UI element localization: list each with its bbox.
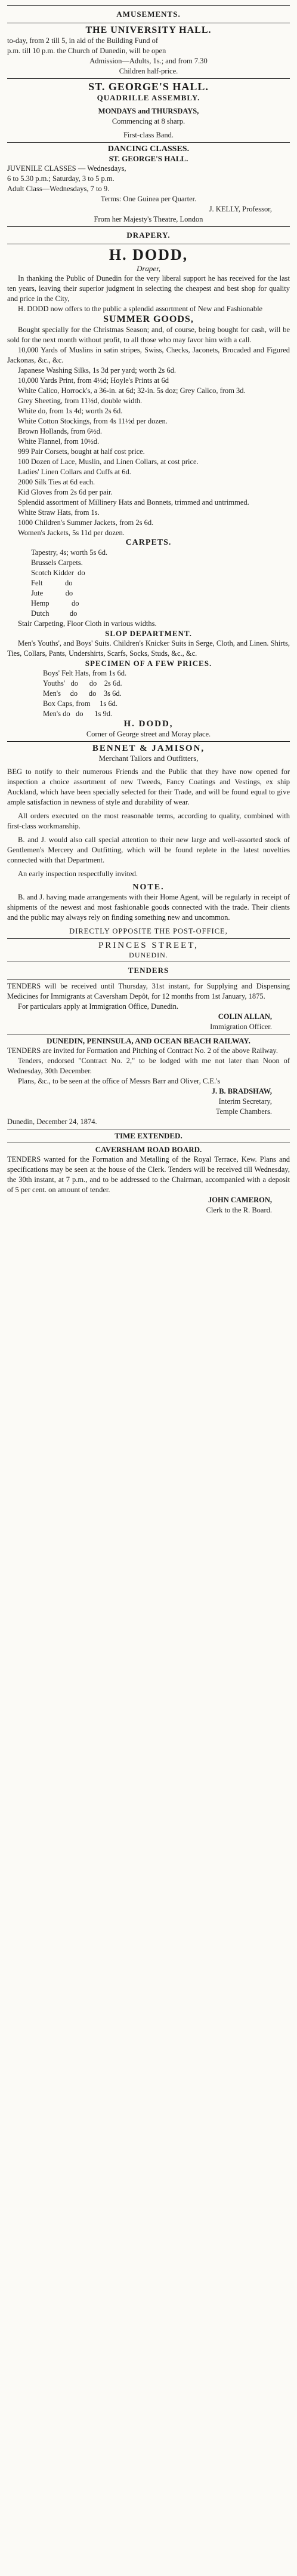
paragraph: Plans, &c., to be seen at the office of Messrs Barr and Oliver, C.E.'s <box>18 1077 221 1085</box>
ad-line: Commencing at 8 sharp. <box>112 117 185 125</box>
ad-line: Terms: One Guinea per Quarter. <box>100 195 197 203</box>
price-row: Men's do do 1s 9d. <box>43 710 113 718</box>
item-line: Splendid assortment of Millinery Hats and Bonnets, trimmed and untrimmed. <box>18 498 249 506</box>
ad-line: p.m. till 10 p.m. the Church of Dunedin, will be open <box>7 47 166 55</box>
carpet-row: Jute do <box>31 589 73 597</box>
item-line: 999 Pair Corsets, bought at half cost price. <box>18 447 145 456</box>
price-row: Box Caps, from 1s 6d. <box>43 699 117 708</box>
st-georges-hall-title: ST. GEORGE'S HALL. <box>88 81 209 93</box>
paragraph: B. and J. would also call special attention to their new large and well-assorted stock of Gentlemen's Mercery and Outfitting, which will be found replete in the latest novelties connected with that Department. <box>7 836 290 864</box>
dodd-ad <box>7 246 290 739</box>
slop-heading: SLOP DEPARTMENT. <box>105 629 192 638</box>
item-line: White Calico, Horrock's, a 36-in. at 6d; 32-in. 5s doz; Grey Calico, from 3d. <box>18 386 246 395</box>
date-line: Dunedin, December 24, 1874. <box>7 1117 97 1126</box>
paragraph: TENDERS wanted for the Formation and Metalling of the Royal Terrace, Kew. Plans and specifications may be seen at the house of the Clerk. Tenders will be received till Wednesday, the 30th instant, at 7 p.m., and to be addressed to the Chairman, accompanied with a deposit of 5 per cent. on amount of tender. <box>7 1155 290 1194</box>
signature-place: Temple Chambers. <box>215 1107 272 1116</box>
road-board-title: CAVERSHAM ROAD BOARD. <box>95 1145 202 1154</box>
paragraph: TENDERS will be received until Thursday, 31st instant, for Supplying and Dispensing Medicines for Immigrants at Caversham Depôt, for 12 months from 1st January, 1875. <box>7 982 290 1000</box>
railway-title: DUNEDIN, PENINSULA, AND OCEAN BEACH RAILWAY. <box>47 1036 250 1045</box>
university-hall-title: THE UNIVERSITY HALL. <box>85 25 212 35</box>
dodd-title: H. DODD, <box>109 246 188 263</box>
dodd-subtitle: Draper, <box>136 264 161 273</box>
stair-carpet-line: Stair Carpeting, Floor Cloth in various widths. <box>18 619 157 628</box>
ad-line: JUVENILE CLASSES — Wednesdays, <box>7 164 126 173</box>
item-line: 10,000 Yards Print, from 4½d; Hoyle's Prints at 6d <box>18 376 169 385</box>
item-line: 100 Dozen of Lace, Muslin, and Linen Collars, at cost price. <box>18 458 199 466</box>
paragraph: H. DODD now offers to the public a splendid assortment of New and Fashionable <box>18 305 263 313</box>
dodd-address: Corner of George street and Moray place. <box>86 730 211 738</box>
item-line: White Straw Hats, from 1s. <box>18 508 100 517</box>
carpet-row: Scotch Kidder do <box>31 569 85 577</box>
item-line: White do, from 1s 4d; worth 2s 6d. <box>18 407 123 415</box>
carpet-row: Dutch do <box>31 609 78 618</box>
item-line: Ladies' Linen Collars and Cuffs at 6d. <box>18 468 131 476</box>
dancing-title: DANCING CLASSES. <box>107 145 190 153</box>
bennet-city: DUNEDIN. <box>129 951 168 959</box>
divider <box>7 226 290 227</box>
dancing-venue: ST. GEORGE'S HALL. <box>109 154 188 163</box>
item-line: 10,000 Yards of Muslins in satin stripes, Swiss, Checks, Jaconets, Brocaded and Figured Jackonas, &c., &c. <box>7 346 290 364</box>
paragraph: BEG to notify to their numerous Friends and the Public that they have now opened for inspection a choice assortment of new Tweeds, Fancy Coatings and Vestings, ex ship Auckland, which have been specially selected for their Trade, and will be found equal to give ample satisfaction in newness of style and durability of wear. <box>7 767 290 806</box>
carpet-row: Brussels Carpets. <box>31 558 83 567</box>
item-line: Grey Sheeting, from 11½d, double width. <box>18 397 143 405</box>
ad-line: Adult Class—Wednesdays, 7 to 9. <box>7 185 110 193</box>
quadrille-ad <box>7 81 290 140</box>
bennet-title: BENNET & JAMISON, <box>92 744 205 753</box>
ad-line: Admission—Adults, 1s.; and from 7.30 <box>89 57 208 65</box>
divider <box>7 142 290 143</box>
bennet-jamison-ad <box>7 744 290 960</box>
bennet-street: PRINCES STREET, <box>98 941 199 950</box>
signature: JOHN CAMERON, <box>208 1196 272 1204</box>
paragraph: Bought specially for the Christmas Season; and, of course, being bought for cash, will be sold for the next month without profit, to all those who may favor him with a call. <box>7 326 290 344</box>
carpet-row: Felt do <box>31 579 73 587</box>
price-row: Boys' Felt Hats, from 1s 6d. <box>43 669 127 677</box>
paragraph: Tenders, endorsed "Contract No. 2," to be lodged with me not later than Noon of Wednesday, 30th December. <box>7 1057 290 1075</box>
paragraph: In thanking the Public of Dunedin for the very liberal support he has received for the last ten years, leaving their superior judgment in selecting the cheapest and best shop for quality and price in the City, <box>7 274 290 303</box>
quadrille-title: QUADRILLE ASSEMBLY. <box>97 93 200 102</box>
paragraph: All orders executed on the most reasonable terms, according to quality, combined with first-class workmanship. <box>7 812 290 830</box>
item-line: Japanese Washing Silks, 1s 3d per yard; worth 2s 6d. <box>18 366 177 374</box>
carpets-heading: CARPETS. <box>125 538 172 547</box>
carpet-row: Hemp do <box>31 599 79 607</box>
price-row: Youths' do do 2s 6d. <box>43 679 122 687</box>
divider <box>7 78 290 79</box>
ad-line: 6 to 5.30 p.m.; Saturday, 3 to 5 p.m. <box>7 174 115 183</box>
dancing-classes-ad <box>7 145 290 225</box>
university-hall-ad <box>7 25 290 76</box>
divider <box>7 741 290 742</box>
summer-goods-heading: SUMMER GOODS, <box>103 314 194 324</box>
price-row: Men's do do 3s 6d. <box>43 689 122 698</box>
section-header-drapery: DRAPERY. <box>126 231 171 240</box>
signature-note: From her Majesty's Theatre, London <box>94 215 203 223</box>
section-header-tenders: TENDERS <box>128 966 169 975</box>
prices-heading: SPECIMEN OF A FEW PRICES. <box>85 659 212 668</box>
time-extended-heading: TIME EXTENDED. <box>115 1131 182 1140</box>
signature: J. B. BRADSHAW, <box>211 1087 272 1095</box>
paragraph: TENDERS are invited for Formation and Pitching of Contract No. 2 of the above Railway. <box>7 1046 278 1055</box>
carpet-row: Tapestry, 4s; worth 5s 6d. <box>31 548 108 557</box>
item-line: 2000 Silk Ties at 6d each. <box>18 478 95 486</box>
dodd-signature: H. DODD, <box>123 719 174 729</box>
ad-line: to-day, from 2 till 5, in aid of the Building Fund of <box>7 36 158 45</box>
bennet-address: DIRECTLY OPPOSITE THE POST-OFFICE, <box>69 927 228 935</box>
item-line: White Cotton Stockings, from 4s 11½d per dozen. <box>18 417 168 425</box>
railway-tender <box>7 1036 290 1127</box>
paragraph: For particulars apply at Immigration Office, Dunedin. <box>18 1002 179 1011</box>
bennet-subtitle: Merchant Tailors and Outfitters, <box>98 754 199 763</box>
paragraph: B. and J. having made arrangements with their Home Agent, will be regularly in receipt of shipments of the newest and most fashionable goods connected with the trade. Their clients and the public may always rely on finding something new and uncommon. <box>7 893 290 922</box>
note-heading: NOTE. <box>132 883 165 892</box>
ad-line: Children half-price. <box>119 67 178 75</box>
immigration-tender <box>7 981 290 1032</box>
item-line: Kid Gloves from 2s 6d per pair. <box>18 488 113 496</box>
item-line: Brown Hollands, from 6½d. <box>18 427 102 435</box>
top-rule <box>7 5 290 6</box>
signature: J. KELLY, Professor, <box>209 205 272 213</box>
paragraph: An early inspection respectfully invited. <box>18 870 138 878</box>
signature: COLIN ALLAN, <box>218 1012 272 1021</box>
signature-title: Immigration Officer. <box>210 1023 272 1031</box>
section-header-amusements: AMUSEMENTS. <box>116 10 181 19</box>
item-line: 1000 Children's Summer Jackets, from 2s 6d. <box>18 518 154 527</box>
item-line: Women's Jackets, 5s 11d per dozen. <box>18 529 125 537</box>
road-board-tender <box>7 1131 290 1215</box>
divider <box>7 938 290 939</box>
band-line: First-class Band. <box>123 131 174 139</box>
paragraph: Men's Youths', and Boys' Suits. Children's Knicker Suits in Serge, Cloth, and Linen. Shirts, Ties, Collars, Pants, Undershirts, Scarfs, Socks, Studs, &c., &c. <box>7 639 290 658</box>
divider <box>7 979 290 980</box>
signature-title: Interim Secretary, <box>218 1097 272 1106</box>
signature-title: Clerk to the R. Board. <box>206 1206 272 1214</box>
ad-line: MONDAYS and THURSDAYS, <box>98 107 199 115</box>
item-line: White Flannel, from 10½d. <box>18 437 100 446</box>
